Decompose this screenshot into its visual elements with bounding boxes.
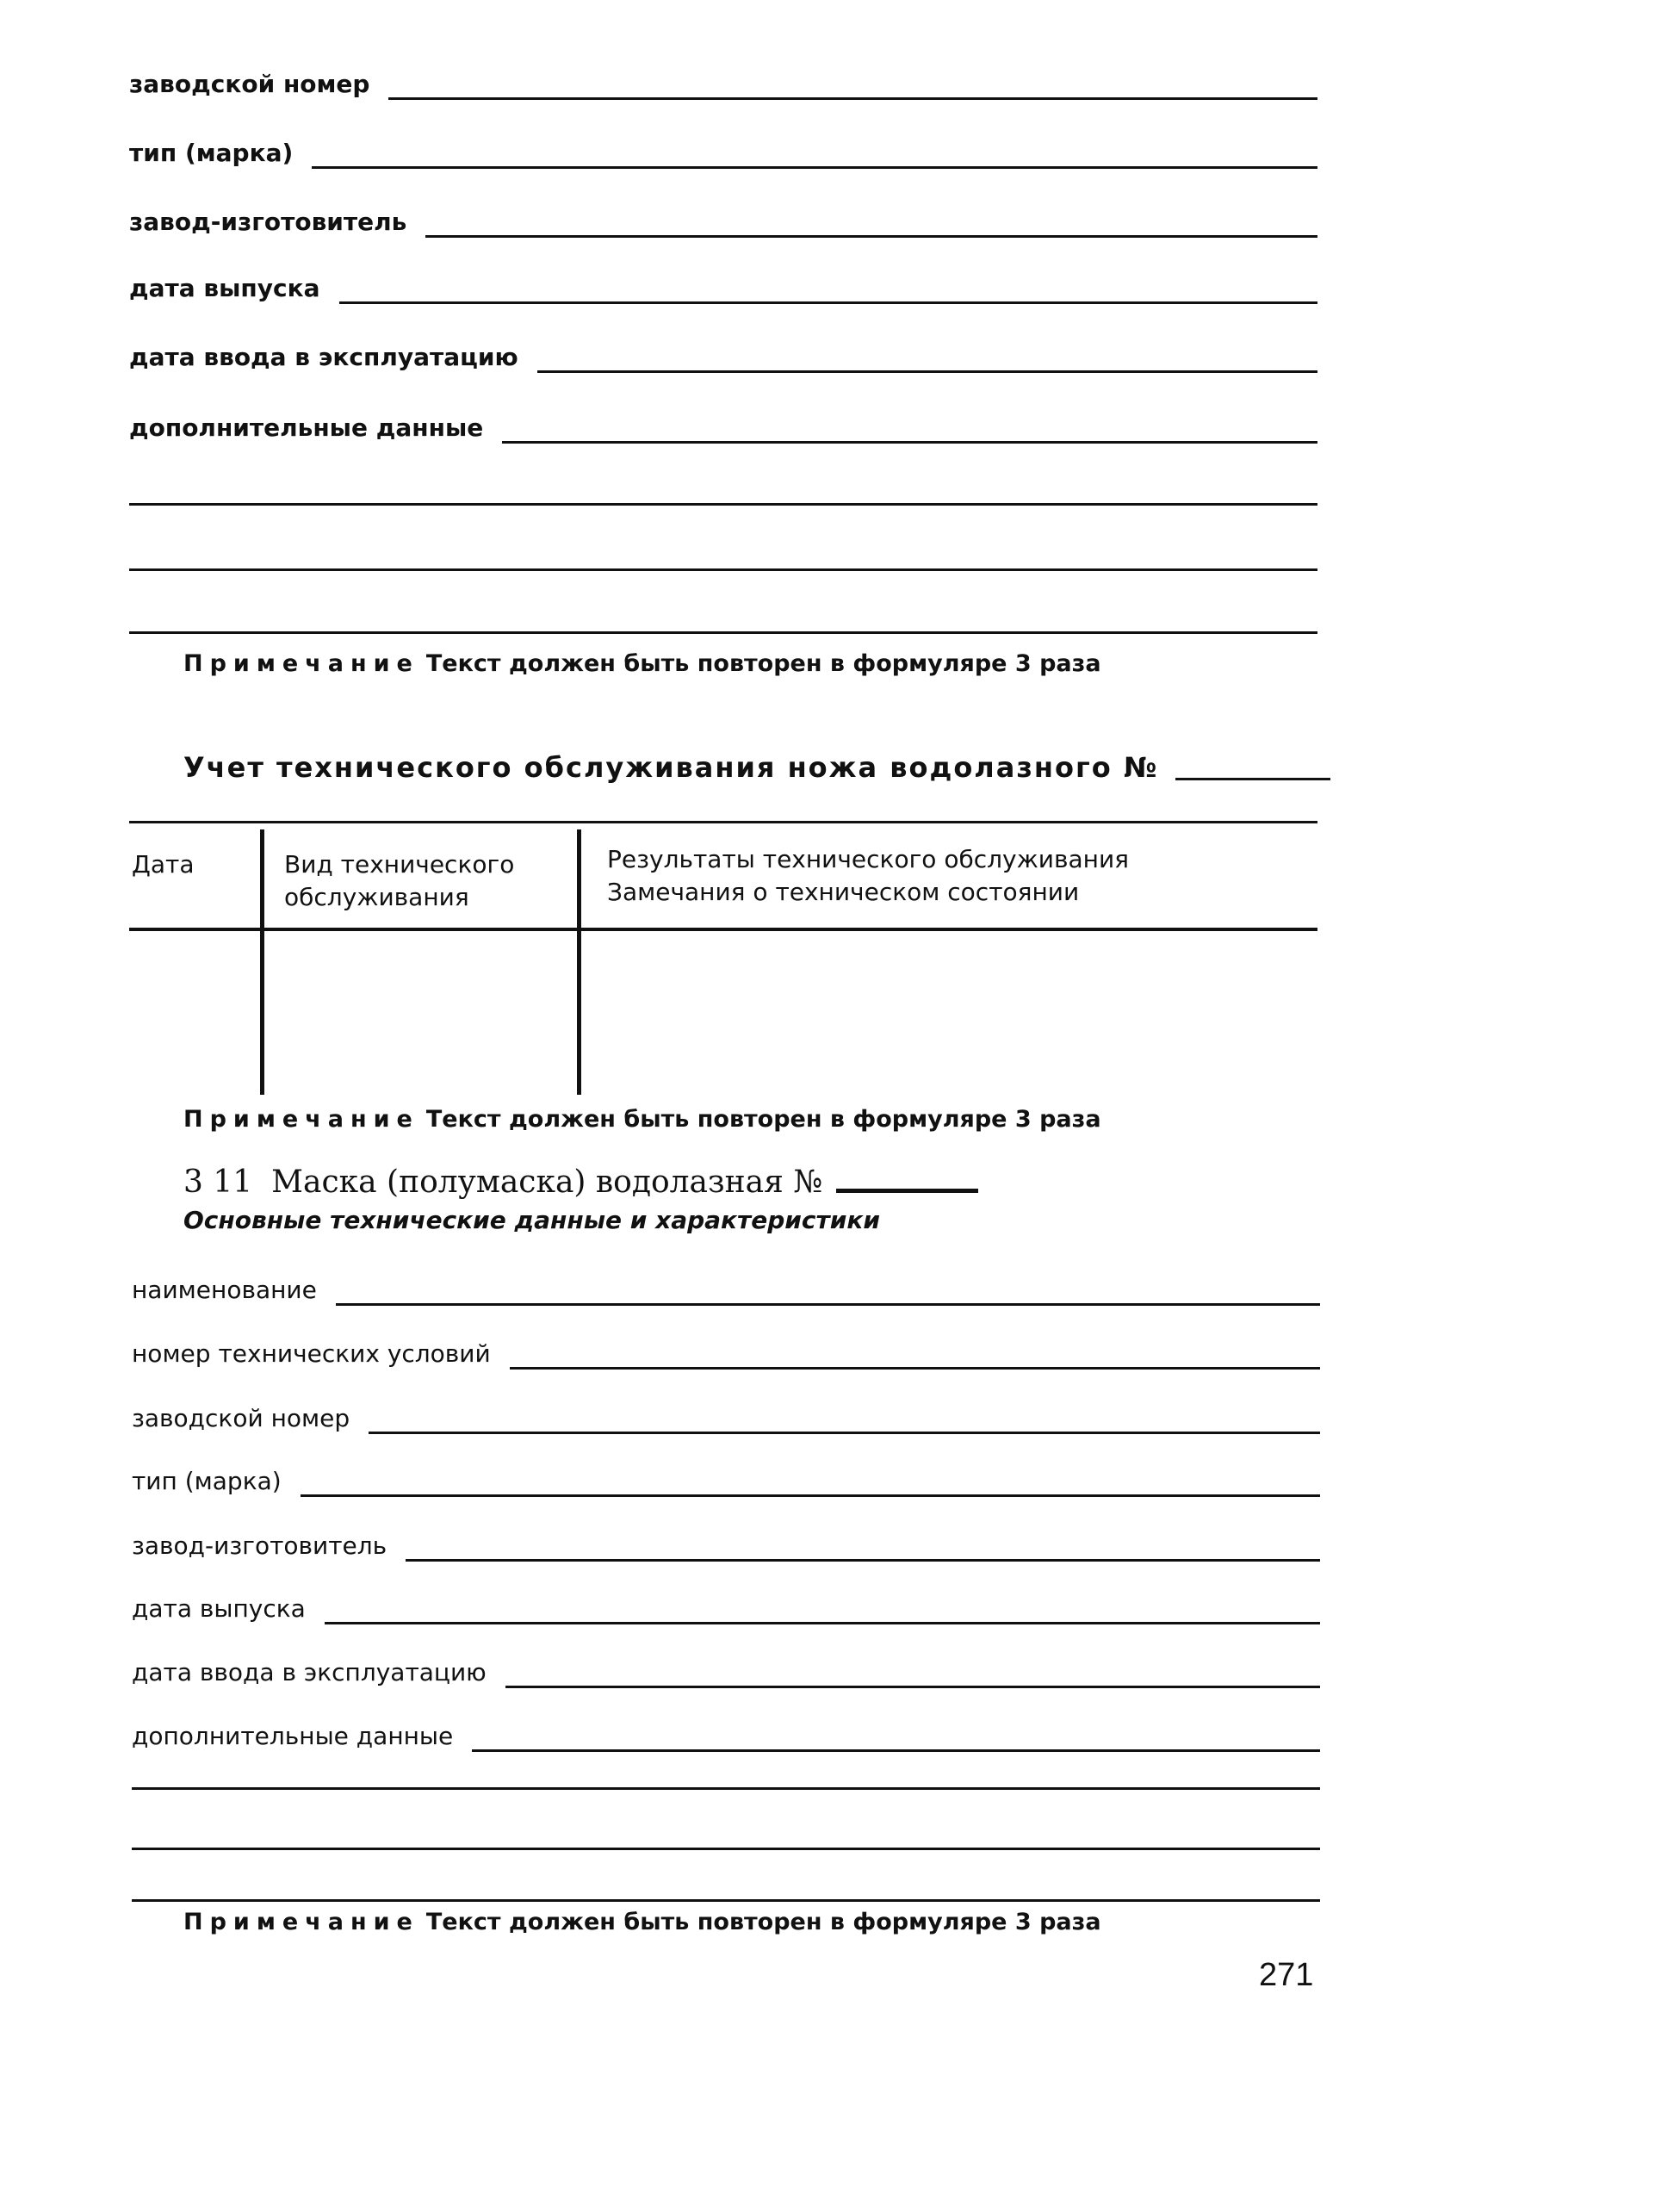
field-label: тип (марка) [132,1467,282,1495]
column-header-results [607,843,1129,909]
fill-line[interactable] [325,1622,1320,1624]
knife-number-line[interactable] [1175,778,1330,780]
field-label: дата выпуска [132,1594,306,1623]
fill-line[interactable] [425,235,1317,238]
column-header-service-type [284,848,514,914]
fill-line[interactable] [472,1749,1320,1752]
field-label: наименование [132,1276,317,1304]
header-line: обслуживания [284,883,469,911]
field-label: заводской номер [129,70,370,98]
table-top-rule [129,821,1317,823]
section-title [183,1165,978,1200]
blank-line[interactable] [129,568,1317,571]
note-prefix: Примечание [183,1106,419,1133]
fill-line[interactable] [510,1367,1320,1370]
field-label: завод-изготовитель [129,208,407,236]
field-serial-number[interactable] [129,59,1317,96]
field-release-date[interactable] [129,263,1317,301]
note-text: Текст должен быть повторен в формуляре 3 раза [425,1909,1101,1935]
field-type-model[interactable] [132,1456,1320,1494]
blank-line[interactable] [132,1848,1320,1850]
blank-line[interactable] [132,1899,1320,1902]
note-text: Текст должен быть повторен в формуляре 3 раза [425,650,1101,677]
section-number: 3 11 [183,1165,253,1200]
field-commissioning-date[interactable] [132,1647,1320,1685]
field-name[interactable] [132,1264,1320,1302]
field-label: номер технических условий [132,1339,491,1368]
page-number: 271 [1259,1957,1314,1993]
field-label: дата выпуска [129,274,320,302]
note [183,1909,1101,1935]
fill-line[interactable] [406,1559,1320,1562]
note [183,650,1101,677]
field-release-date[interactable] [132,1583,1320,1621]
maintenance-table [129,821,1317,1095]
header-line: Вид технического [284,850,515,879]
header-line: Результаты технического обслуживания [607,845,1130,873]
field-spec-number[interactable] [132,1328,1320,1366]
blank-line[interactable] [132,1787,1320,1790]
field-manufacturer[interactable] [132,1520,1320,1558]
field-label: тип (марка) [129,139,294,167]
heading-text: Учет технического обслуживания ножа водолазного № [183,751,1159,784]
fill-line[interactable] [339,301,1317,304]
fill-line[interactable] [388,97,1317,100]
field-label: дата ввода в эксплуатацию [129,343,518,371]
table-header-rule [129,928,1317,931]
fill-line[interactable] [312,166,1317,169]
note-text: Текст должен быть повторен в формуляре 3 раза [425,1106,1101,1133]
mask-number-line[interactable] [836,1189,978,1193]
fill-line[interactable] [502,441,1317,444]
column-divider [577,829,581,1095]
header-line: Замечания о техническом состоянии [607,878,1080,906]
field-type-model[interactable] [129,127,1317,165]
note-prefix: Примечание [183,1909,419,1935]
field-commissioning-date[interactable] [129,332,1317,370]
column-divider [260,829,264,1095]
field-label: дополнительные данные [129,413,484,442]
section-title-text: Маска (полумаска) водолазная № [271,1165,823,1200]
note [183,1106,1101,1133]
fill-line[interactable] [505,1686,1320,1688]
blank-line[interactable] [129,631,1317,634]
field-additional-data[interactable] [129,402,1317,440]
maintenance-heading [183,751,1330,784]
field-additional-data[interactable] [132,1711,1320,1748]
fill-line[interactable] [537,370,1317,373]
fill-line[interactable] [301,1494,1320,1497]
note-prefix: Примечание [183,650,419,677]
column-header-date [132,848,195,881]
field-manufacturer[interactable] [129,196,1317,234]
field-label: дополнительные данные [132,1722,454,1750]
section-subtitle: Основные технические данные и характеристики [183,1206,880,1234]
field-label: заводской номер [132,1404,350,1432]
field-serial-number[interactable] [132,1393,1320,1431]
header-line: Дата [132,850,195,879]
fill-line[interactable] [336,1303,1320,1306]
field-label: дата ввода в эксплуатацию [132,1658,487,1686]
field-label: завод-изготовитель [132,1531,387,1560]
fill-line[interactable] [369,1432,1320,1434]
blank-line[interactable] [129,503,1317,506]
